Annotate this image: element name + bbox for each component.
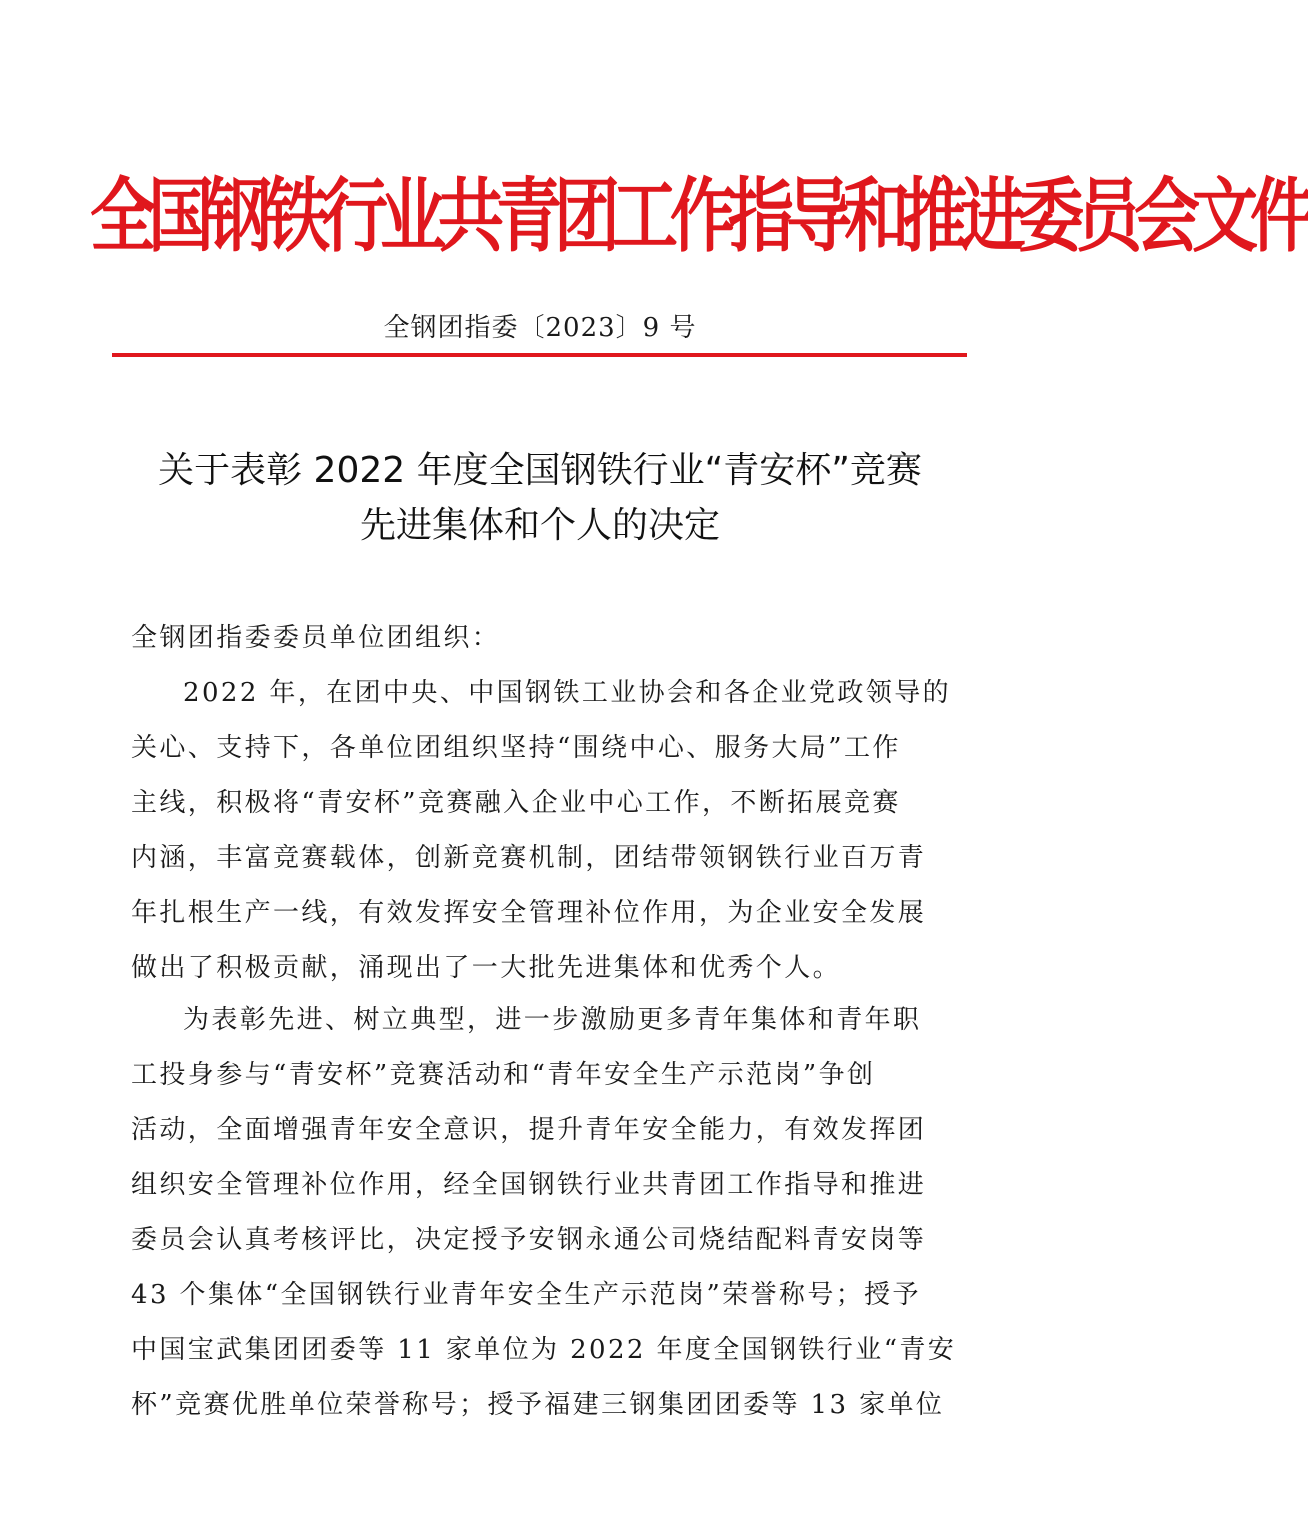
body-line: 关心、支持下，各单位团组织坚持“围绕中心、服务大局”工作	[131, 733, 901, 763]
issuing-body-header: 全国钢铁行业共青团工作指导和推进委员会文件	[90, 169, 1308, 264]
body-line: 内涵，丰富竞赛载体，创新竞赛机制，团结带领钢铁行业百万青	[131, 843, 927, 873]
body-line: 为表彰先进、树立典型，进一步激励更多青年集体和青年职	[183, 1005, 922, 1035]
body-line: 中国宝武集团团委等 11 家单位为 2022 年度全国钢铁行业“青安	[131, 1335, 957, 1365]
salutation: 全钢团指委委员单位团组织：	[131, 623, 501, 653]
body-line: 43 个集体“全国钢铁行业青年安全生产示范岗”荣誉称号；授予	[131, 1280, 921, 1310]
document-title-line-2: 先进集体和个人的决定	[359, 505, 720, 546]
red-divider	[112, 353, 967, 357]
body-line: 杯”竞赛优胜单位荣誉称号；授予福建三钢集团团委等 13 家单位	[131, 1390, 945, 1420]
body-line: 工投身参与“青安杯”竞赛活动和“青年安全生产示范岗”争创	[131, 1060, 876, 1090]
document-title-line-1: 关于表彰 2022 年度全国钢铁行业“青安杯”竞赛	[158, 450, 922, 491]
body-line: 委员会认真考核评比，决定授予安钢永通公司烧结配料青安岗等	[131, 1225, 927, 1255]
document-number: 全钢团指委〔2023〕9 号	[383, 313, 697, 343]
body-line: 做出了积极贡献，涌现出了一大批先进集体和优秀个人。	[131, 953, 842, 983]
body-line: 年扎根生产一线，有效发挥安全管理补位作用，为企业安全发展	[131, 898, 927, 928]
body-line: 组织安全管理补位作用，经全国钢铁行业共青团工作指导和推进	[131, 1170, 927, 1200]
body-line: 2022 年，在团中央、中国钢铁工业协会和各企业党政领导的	[183, 678, 952, 708]
body-line: 主线，积极将“青安杯”竞赛融入企业中心工作，不断拓展竞赛	[131, 788, 901, 818]
body-line: 活动，全面增强青年安全意识，提升青年安全能力，有效发挥团	[131, 1115, 927, 1145]
